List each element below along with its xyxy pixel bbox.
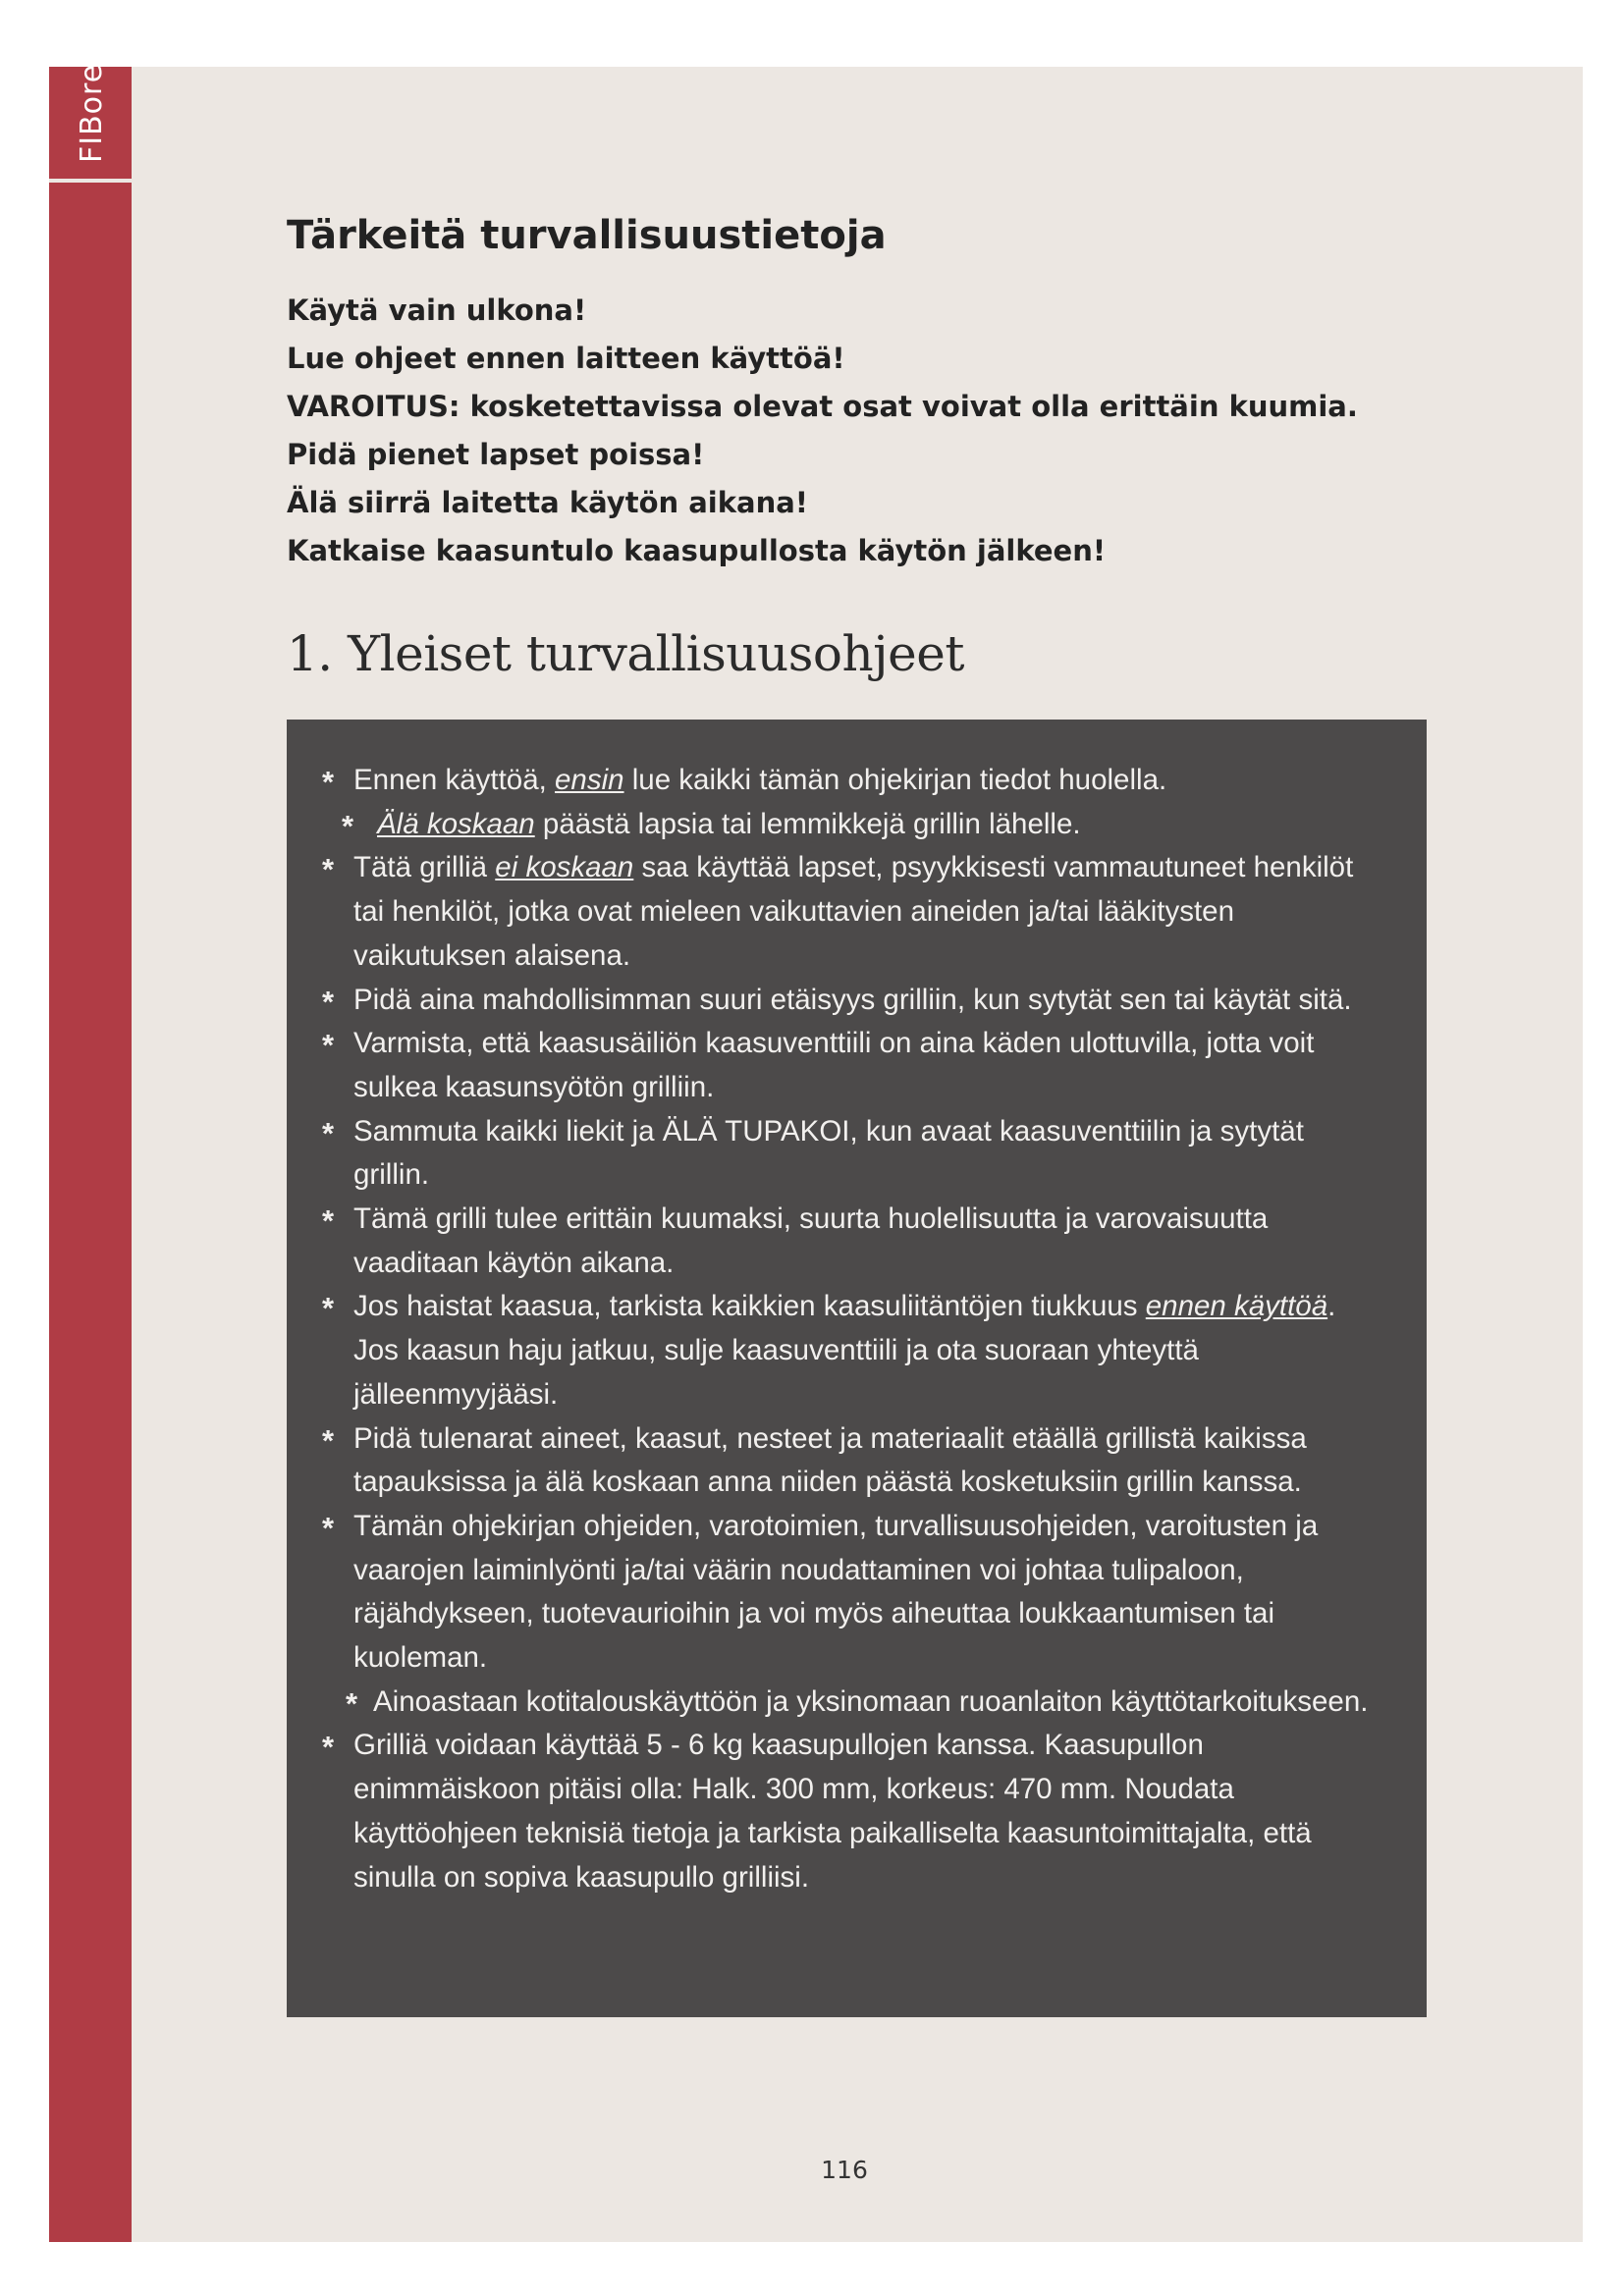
item-text: Tätä grilliä	[353, 851, 496, 884]
item-text: Sammuta kaikki liekit ja ÄLÄ TUPAKOI, kun avaat kaasuventtiilin ja sytytät grillin.	[353, 1114, 1304, 1192]
page-number: 116	[821, 2156, 868, 2184]
item-text: päästä lapsia tai lemmikkejä grillin lähelle.	[534, 807, 1081, 840]
item-text: Pidä aina mahdollisimman suuri etäisyys grilliin, kun sytytät sen tai käytät sitä.	[353, 983, 1352, 1016]
warning-line: VAROITUS: kosketettavissa olevat osat voivat olla erittäin kuumia.	[287, 390, 1358, 423]
bullet-asterisk: *	[322, 1291, 335, 1326]
list-item	[322, 979, 1387, 1023]
item-text: Varmista, että kaasusäiliön kaasuventtiili on aina käden ulottuvilla, jotta voit sulkea kaasunsyötön grilliin.	[353, 1027, 1315, 1103]
list-item	[322, 846, 1387, 978]
item-text: Ennen käyttöä,	[353, 764, 556, 796]
item-text: Tämä grilli tulee erittäin kuumaksi, suurta huolellisuutta ja varovaisuutta vaaditaan käytön aikana.	[353, 1202, 1269, 1279]
item-text: Tämän ohjekirjan ohjeiden, varotoimien, turvallisuusohjeiden, varoitusten ja vaarojen laiminlyönti ja/tai väärin noudattaminen voi johtaa tulipaloon, räjähdykseen, tuotevaurioihin ja voi myös aiheuttaa loukkaantumisen tai kuoleman.	[353, 1509, 1319, 1675]
list-item	[322, 1198, 1387, 1285]
item-emphasis: ensin	[555, 764, 624, 796]
bullet-asterisk: *	[322, 1115, 335, 1150]
item-text: lue kaikki tämän ohjekirjan tiedot huolella.	[623, 764, 1167, 796]
item-text: Ainoastaan kotitalouskäyttöön ja yksinomaan ruoanlaiton käyttötarkoitukseen.	[373, 1684, 1369, 1718]
warning-line: Käytä vain ulkona!	[287, 294, 587, 327]
bullet-asterisk: *	[322, 852, 335, 887]
item-emphasis: Älä koskaan	[377, 807, 535, 840]
item-text: saa käyttää lapset, psyykkisesti vammautuneet henkilöt tai henkilöt, jotka ovat mieleen vaikuttavien aineiden ja/tai lääkitysten vaikutuksen alaisena.	[353, 851, 1354, 972]
bullet-asterisk: *	[342, 808, 354, 843]
list-item	[322, 1724, 1387, 1899]
list-item	[322, 1505, 1387, 1681]
warning-list	[287, 287, 1426, 575]
list-item	[322, 803, 1387, 847]
warning-line: Lue ohjeet ennen laitteen käyttöä!	[287, 342, 845, 375]
bullet-asterisk: *	[322, 1510, 335, 1545]
item-text: Jos haistat kaasua, tarkista kaikkien kaasuliitäntöjen tiukkuus	[353, 1290, 1146, 1323]
list-item	[322, 759, 1387, 803]
bullet-asterisk: *	[322, 1730, 335, 1765]
bullet-asterisk: *	[322, 984, 335, 1019]
list-item	[322, 1285, 1387, 1416]
bullet-asterisk: *	[322, 1203, 335, 1239]
item-emphasis: ei koskaan	[495, 851, 634, 884]
side-accent-bar	[49, 67, 132, 2242]
warning-line: Katkaise kaasuntulo kaasupullosta käytön jälkeen!	[287, 534, 1107, 567]
item-text: Grilliä voidaan käyttää 5 - 6 kg kaasupullojen kanssa. Kaasupullon enimmäiskoon pitäisi olla: Halk. 300 mm, korkeus: 470 mm. Noudata käyttöohjeen teknisiä tietoja ja tarkista paikalliselta kaasuntoimittajalta, että sinulla on sopiva kaasupullo grilliisi.	[353, 1729, 1312, 1894]
warning-line: Älä siirrä laitetta käytön aikana!	[287, 486, 809, 519]
safety-instructions-box	[287, 720, 1427, 2017]
bullet-asterisk: *	[322, 1028, 335, 1063]
page-title: Tärkeitä turvallisuustietoja	[287, 213, 887, 258]
bullet-asterisk: *	[322, 1422, 335, 1458]
warning-line: Pidä pienet lapset poissa!	[287, 438, 705, 471]
item-text: Pidä tulenarat aineet, kaasut, nesteet ja materiaalit etäällä grillistä kaikissa tapauksissa ja älä koskaan anna niiden päästä kosketuksiin grillin kanssa.	[353, 1421, 1307, 1499]
list-item	[322, 1110, 1387, 1198]
safety-header-section	[287, 206, 1426, 685]
list-item	[322, 1417, 1387, 1505]
item-emphasis: ennen käyttöä	[1145, 1290, 1328, 1323]
list-item	[322, 1681, 1387, 1725]
language-tab-label: FIBore	[75, 63, 109, 163]
item-text: . Jos kaasun haju jatkuu, sulje kaasuventtiili ja ota suoraan yhteyttä jälleenmyyjääsi.	[353, 1290, 1336, 1411]
list-item	[322, 1022, 1387, 1109]
bullet-asterisk: *	[346, 1685, 358, 1721]
bullet-asterisk: *	[322, 765, 335, 799]
section-heading: 1. Yleiset turvallisuusohjeet	[287, 625, 964, 682]
